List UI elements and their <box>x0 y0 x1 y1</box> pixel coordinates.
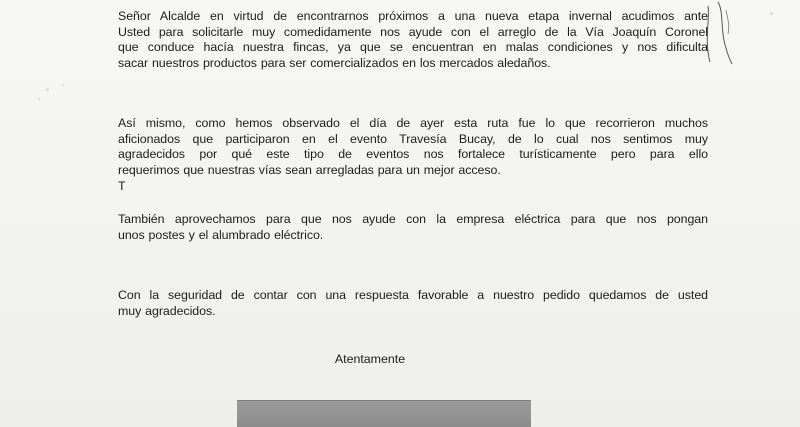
text-line: unos postes y el alumbrado eléctrico. <box>118 227 324 242</box>
text-line: También aprovechamos para que nos ayude con la empresa eléctrica para que nos pongan <box>118 212 708 226</box>
closing-text: Atentamente <box>334 352 406 366</box>
text-line: aficionados que participaron en el evento Travesía Bucay, de lo cual nos sentimos muy <box>118 131 708 146</box>
stray-character <box>118 179 708 195</box>
paragraph-electric-company <box>118 212 708 243</box>
text-line: Con la seguridad de contar con una respuesta favorable a nuestro pedido quedamos de usted <box>118 288 708 302</box>
paragraph-travesia-bucay <box>118 116 708 178</box>
text-line: Usted para solicitarle muy comedidamente nos ayude con el arreglo de la Vía Joaquín Coronel <box>118 24 708 39</box>
scan-speck <box>62 84 64 86</box>
closing-salutation <box>0 352 800 366</box>
text-line: requerimos que nuestras vías sean arregladas para un mejor acceso. <box>118 162 501 177</box>
redacted-signature-block <box>237 400 531 427</box>
text-line: Así mismo, como hemos observado el día de ayer esta ruta fue lo que recorrieron muchos <box>118 116 708 130</box>
paragraph-closing-request <box>118 288 708 319</box>
paragraph-request-road-repair <box>118 9 708 71</box>
scan-speck <box>38 98 40 100</box>
text-line: que conduce hacía nuestra fincas, ya que se encuentran en malas condiciones y nos dificulta <box>118 40 708 54</box>
text-line: muy agradecidos. <box>118 303 216 318</box>
text-line: Señor Alcalde en virtud de encontrarnos próximos a una nueva etapa invernal acudimos ante <box>118 9 708 23</box>
text-line: T <box>118 179 126 193</box>
text-line: sacar nuestros productos para ser comercializados en los mercados aledaños. <box>118 55 551 70</box>
scan-speck <box>46 88 49 91</box>
text-line: agradecidos por qué este tipo de eventos nos fortalece turísticamente pero para ello <box>118 147 708 161</box>
scan-speck <box>770 12 773 15</box>
